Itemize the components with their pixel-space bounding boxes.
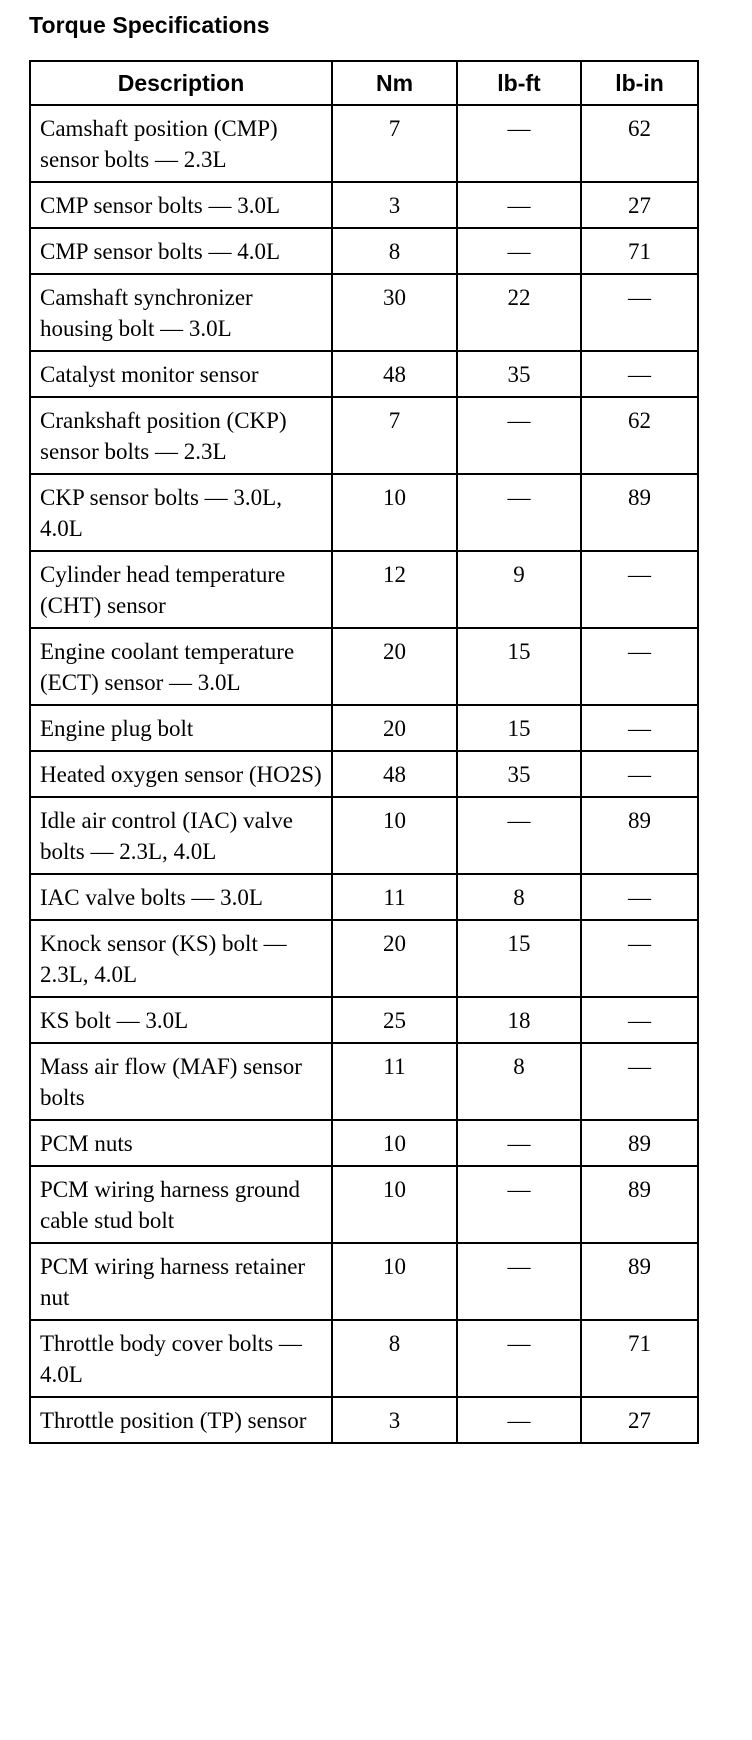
cell-lb-ft: — (457, 182, 581, 228)
cell-nm: 10 (332, 1120, 457, 1166)
cell-nm: 25 (332, 997, 457, 1043)
cell-lb-ft: — (457, 1243, 581, 1320)
cell-description: IAC valve bolts — 3.0L (30, 874, 332, 920)
cell-description: Mass air flow (MAF) sensor bolts (30, 1043, 332, 1120)
cell-description: Camshaft position (CMP) sensor bolts — 2.3L (30, 105, 332, 182)
cell-lb-in: 62 (581, 105, 698, 182)
cell-nm: 48 (332, 351, 457, 397)
table-row (30, 1043, 698, 1120)
table-row (30, 1243, 698, 1320)
table-row (30, 628, 698, 705)
cell-lb-ft: 15 (457, 628, 581, 705)
page-title: Torque Specifications (29, 12, 270, 38)
table-row (30, 397, 698, 474)
cell-description: CMP sensor bolts — 4.0L (30, 228, 332, 274)
cell-nm: 10 (332, 474, 457, 551)
table-row (30, 751, 698, 797)
cell-lb-ft: 8 (457, 874, 581, 920)
cell-nm: 11 (332, 874, 457, 920)
cell-description: PCM nuts (30, 1120, 332, 1166)
cell-description: CMP sensor bolts — 3.0L (30, 182, 332, 228)
table-row (30, 474, 698, 551)
cell-lb-in: — (581, 920, 698, 997)
cell-description: Camshaft synchronizer housing bolt — 3.0L (30, 274, 332, 351)
table-header-row (30, 61, 698, 105)
table-row (30, 228, 698, 274)
cell-lb-ft: 9 (457, 551, 581, 628)
cell-lb-in: — (581, 551, 698, 628)
cell-nm: 10 (332, 1166, 457, 1243)
cell-lb-in: 27 (581, 1397, 698, 1443)
table-row (30, 105, 698, 182)
cell-lb-in: 89 (581, 474, 698, 551)
cell-description: CKP sensor bolts — 3.0L, 4.0L (30, 474, 332, 551)
cell-nm: 20 (332, 705, 457, 751)
cell-lb-in: 71 (581, 228, 698, 274)
cell-description: Heated oxygen sensor (HO2S) (30, 751, 332, 797)
cell-lb-ft: — (457, 1397, 581, 1443)
cell-lb-in: — (581, 1043, 698, 1120)
column-header-lb-ft: lb-ft (457, 61, 581, 105)
cell-lb-in: — (581, 351, 698, 397)
cell-nm: 30 (332, 274, 457, 351)
cell-description: Throttle position (TP) sensor (30, 1397, 332, 1443)
cell-nm: 3 (332, 1397, 457, 1443)
table-row (30, 1397, 698, 1443)
table-row (30, 351, 698, 397)
table-row (30, 1320, 698, 1397)
cell-lb-in: — (581, 751, 698, 797)
cell-nm: 12 (332, 551, 457, 628)
cell-lb-ft: 15 (457, 705, 581, 751)
table-row (30, 997, 698, 1043)
cell-lb-ft: 15 (457, 920, 581, 997)
torque-spec-table (29, 60, 699, 1444)
cell-lb-in: — (581, 874, 698, 920)
cell-description: KS bolt — 3.0L (30, 997, 332, 1043)
column-header-description: Description (30, 61, 332, 105)
column-header-nm: Nm (332, 61, 457, 105)
cell-description: Knock sensor (KS) bolt — 2.3L, 4.0L (30, 920, 332, 997)
cell-lb-in: 89 (581, 1243, 698, 1320)
table-row (30, 1120, 698, 1166)
cell-description: Throttle body cover bolts — 4.0L (30, 1320, 332, 1397)
cell-nm: 8 (332, 1320, 457, 1397)
table-body (30, 105, 698, 1443)
cell-lb-in: 71 (581, 1320, 698, 1397)
cell-lb-in: — (581, 997, 698, 1043)
cell-nm: 8 (332, 228, 457, 274)
cell-lb-ft: — (457, 1120, 581, 1166)
table-row (30, 797, 698, 874)
cell-description: Idle air control (IAC) valve bolts — 2.3L, 4.0L (30, 797, 332, 874)
cell-lb-ft: 35 (457, 351, 581, 397)
cell-lb-ft: — (457, 105, 581, 182)
cell-lb-ft: — (457, 474, 581, 551)
table-row (30, 705, 698, 751)
cell-nm: 7 (332, 105, 457, 182)
table-row (30, 182, 698, 228)
cell-lb-in: 89 (581, 1166, 698, 1243)
cell-lb-in: — (581, 628, 698, 705)
cell-nm: 48 (332, 751, 457, 797)
cell-lb-ft: — (457, 797, 581, 874)
cell-lb-ft: 8 (457, 1043, 581, 1120)
cell-nm: 20 (332, 920, 457, 997)
cell-lb-ft: — (457, 1320, 581, 1397)
cell-lb-ft: 35 (457, 751, 581, 797)
cell-description: Engine plug bolt (30, 705, 332, 751)
cell-nm: 3 (332, 182, 457, 228)
cell-description: PCM wiring harness ground cable stud bolt (30, 1166, 332, 1243)
cell-lb-in: 89 (581, 797, 698, 874)
cell-description: PCM wiring harness retainer nut (30, 1243, 332, 1320)
cell-description: Crankshaft position (CKP) sensor bolts — 2.3L (30, 397, 332, 474)
cell-description: Catalyst monitor sensor (30, 351, 332, 397)
cell-nm: 20 (332, 628, 457, 705)
table-row (30, 274, 698, 351)
cell-description: Engine coolant temperature (ECT) sensor — 3.0L (30, 628, 332, 705)
cell-lb-in: — (581, 274, 698, 351)
table-row (30, 551, 698, 628)
cell-nm: 10 (332, 797, 457, 874)
cell-nm: 11 (332, 1043, 457, 1120)
cell-nm: 7 (332, 397, 457, 474)
table-row (30, 874, 698, 920)
cell-lb-in: 27 (581, 182, 698, 228)
cell-lb-ft: 22 (457, 274, 581, 351)
table-row (30, 1166, 698, 1243)
cell-lb-in: 62 (581, 397, 698, 474)
cell-lb-in: 89 (581, 1120, 698, 1166)
column-header-lb-in: lb-in (581, 61, 698, 105)
cell-description: Cylinder head temperature (CHT) sensor (30, 551, 332, 628)
cell-nm: 10 (332, 1243, 457, 1320)
cell-lb-ft: 18 (457, 997, 581, 1043)
cell-lb-ft: — (457, 397, 581, 474)
table-row (30, 920, 698, 997)
cell-lb-in: — (581, 705, 698, 751)
cell-lb-ft: — (457, 228, 581, 274)
cell-lb-ft: — (457, 1166, 581, 1243)
